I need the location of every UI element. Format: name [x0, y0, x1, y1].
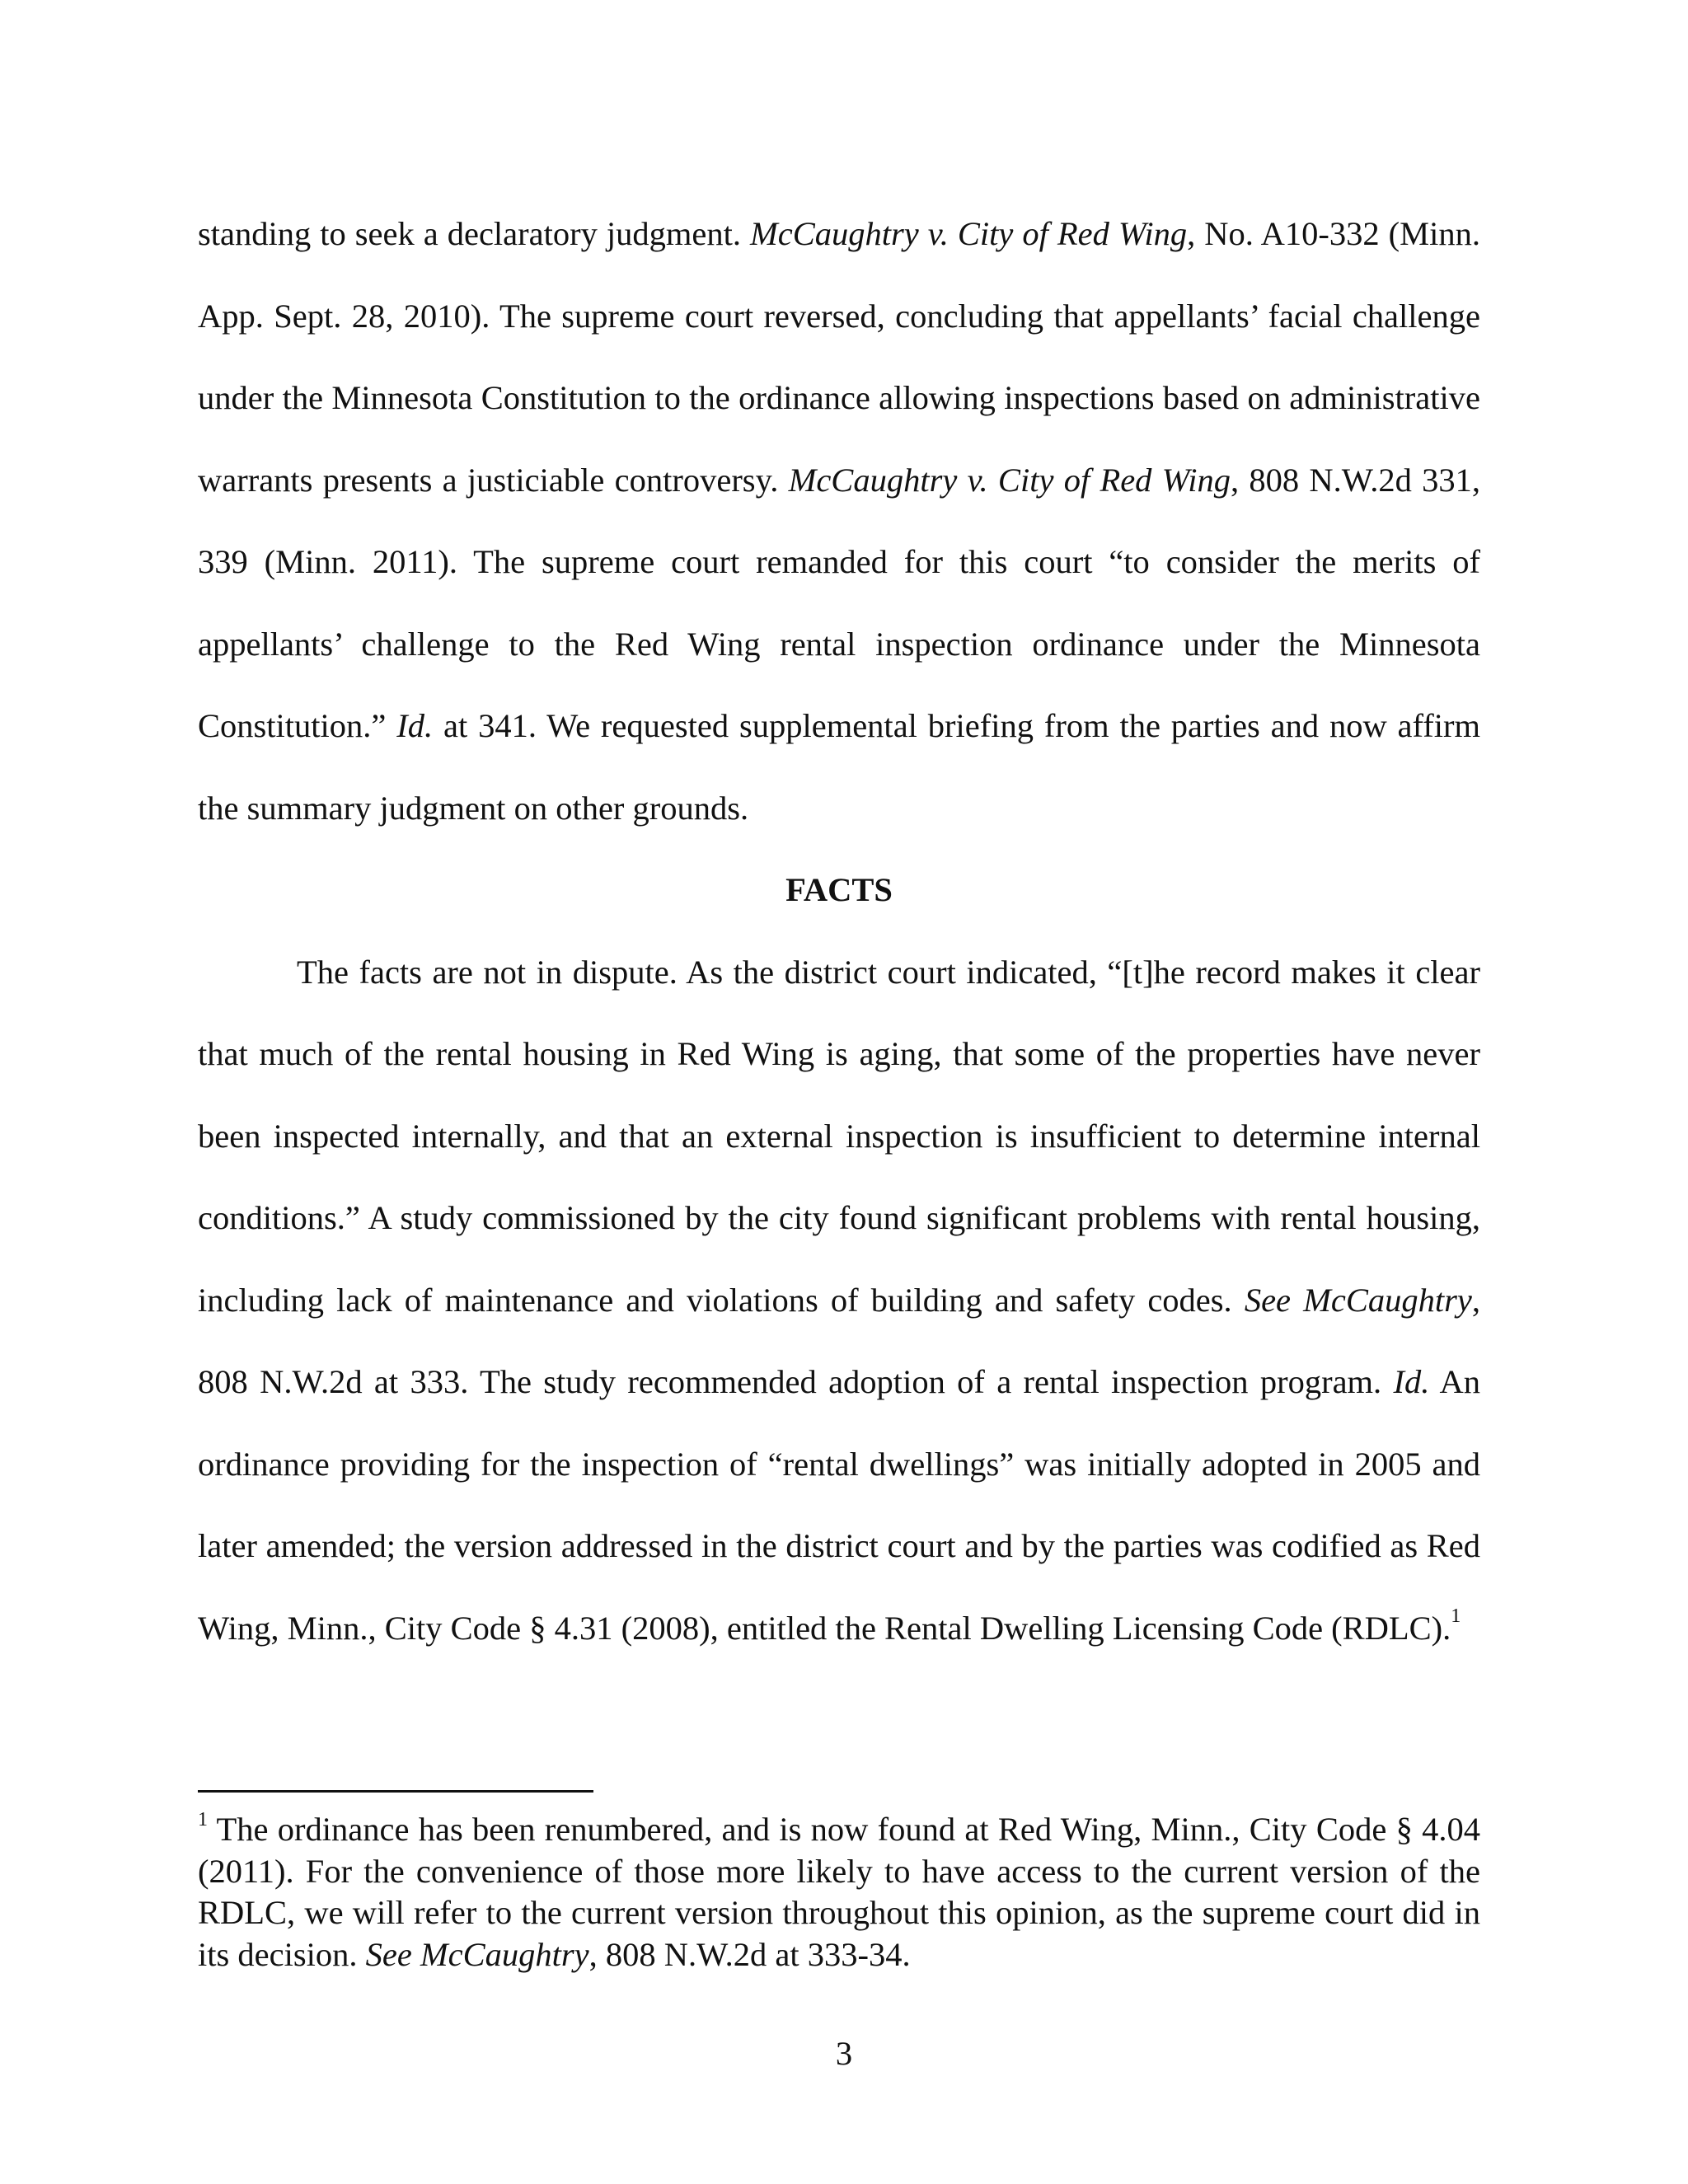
- footnote-text-2: , 808 N.W.2d at 333-34.: [588, 1935, 911, 1973]
- p1-text-3: , 808 N.W.2d 331, 339 (Minn. 2011). The supreme court remanded for this court “to consider the merits of appellants’ challenge to the Red Wing rental inspection ordinance under the Minnesota Constitution.”: [198, 461, 1481, 744]
- case-citation: McCaughtry v. City of Red Wing: [788, 461, 1231, 499]
- p1-text-1: standing to seek a declaratory judgment.: [198, 215, 750, 252]
- page-number: 3: [835, 2035, 853, 2072]
- p2-text-2: , 808 N.W.2d at 333. The study recommended adoption of a rental inspection program.: [198, 1281, 1480, 1400]
- footnote-reference: 1: [1451, 1605, 1461, 1627]
- footnote-divider: [198, 1790, 593, 1793]
- p2-text-1: The facts are not in dispute. As the district court indicated, “[t]he record makes it clear that much of the rental housing in Red Wing is aging, that some of the properties have never been inspected internally, and that an external inspection is insufficient to determine internal conditions.” A study commissioned by the city found significant problems with rental housing, including lack of maintenance and violations of building and safety codes.: [198, 953, 1480, 1319]
- case-citation: See McCaughtry: [365, 1935, 589, 1973]
- footnote: [198, 1809, 1480, 1975]
- p1-text-2: , No. A10-332 (Minn. App. Sept. 28, 2010). The supreme court reversed, concluding that appellants’ facial challenge under the Minnesota Constitution to the ordinance allowing inspections based on administrative warrants presents a justiciable controversy.: [198, 215, 1481, 499]
- case-citation: McCaughtry v. City of Red Wing: [750, 215, 1188, 252]
- footnote-text-1: The ordinance has been renumbered, and is now found at Red Wing, Minn., City Code § 4.04 (2011). For the convenience of those more likely to have access to the current version of the RDLC, we will refer to the current version throughout this opinion, as the supreme court did in its decision.: [198, 1811, 1480, 1973]
- p1-text-4: at 341. We requested supplemental briefing from the parties and now affirm the summary judgment on other grounds.: [198, 707, 1481, 827]
- id-citation: Id.: [396, 707, 434, 744]
- id-citation: Id.: [1393, 1363, 1430, 1400]
- section-heading: FACTS: [785, 871, 893, 908]
- footnote-marker: 1: [198, 1808, 208, 1830]
- opinion-body: [198, 193, 1480, 1669]
- paragraph-procedural-history: [198, 193, 1480, 849]
- case-citation: See McCaughtry: [1244, 1281, 1472, 1319]
- paragraph-facts: [198, 931, 1480, 1670]
- p2-text-3: An ordinance providing for the inspection of “rental dwellings” was initially adopted in 2005 and later amended; the version addressed in the district court and by the parties was codified as Red Wing, Minn., City Code § 4.31 (2008), entitled the Rental Dwelling Licensing Code (RDLC).: [198, 1363, 1481, 1647]
